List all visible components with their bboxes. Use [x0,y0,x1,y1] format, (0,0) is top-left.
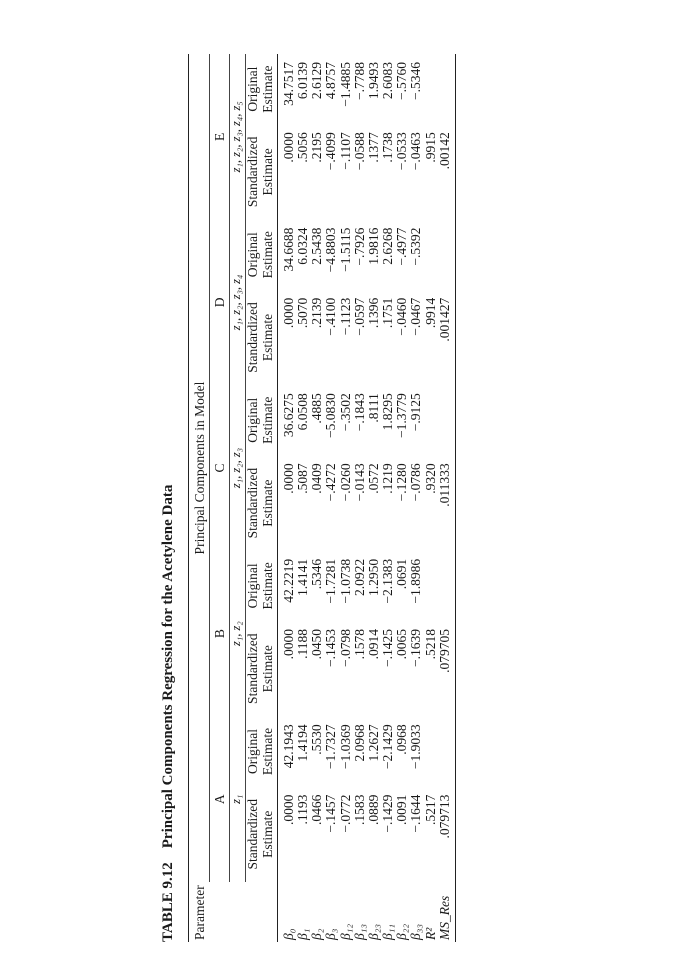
col-header-standardized: Standardized Estimate [245,136,275,208]
parameter-cell: β₁₁ [380,923,396,940]
col-header-original: Original Estimate [245,396,275,444]
table-row [277,54,296,942]
table-row [310,54,324,942]
value-cell: .0572 [365,463,381,494]
value-cell: −.7788 [351,62,367,100]
value-cell: .1738 [380,132,396,163]
value-cell: .0000 [280,794,296,825]
value-cell: −1.4885 [337,62,353,107]
value-cell: .1751 [380,297,396,329]
value-cell: .0000 [280,628,296,660]
value-cell: 2.0968 [351,724,367,762]
value-cell: −.1123 [337,297,353,336]
value-cell: −.5392 [408,227,424,266]
model-letter-e: E [210,54,230,220]
value-cell [424,385,438,455]
value-cell: .0691 [394,558,410,590]
value-cell: .0065 [394,628,410,660]
value-cell: .1396 [365,297,381,329]
value-cell: 2.0922 [351,558,367,596]
value-cell [438,54,456,124]
value-cell [438,551,456,621]
value-cell: −.0533 [394,132,410,171]
col-header-standardized: Standardized Estimate [245,633,275,704]
parameter-cell: β₂ [309,928,325,940]
value-cell: −.1425 [380,628,396,667]
value-cell: −.0463 [408,132,424,171]
value-cell: 2.6129 [309,62,325,100]
col-header-standardized: Standardized Estimate [245,799,275,870]
parameter-cell: β₂₂ [394,923,410,940]
col-header-original: Original Estimate [245,65,275,113]
model-components-c: z₁, z₂, z₃ [230,385,246,551]
value-cell: .8111 [365,393,381,423]
value-cell: .5056 [294,132,310,163]
value-cell: .5217 [422,794,438,825]
value-cell: 6.0324 [294,227,310,265]
value-cell: .1377 [365,132,381,163]
table-row [438,54,456,942]
value-cell: −.0467 [408,297,424,336]
value-cell: −1.0369 [337,724,353,770]
value-cell: 36.6275 [280,393,296,438]
value-cell: −1.7327 [323,724,339,770]
value-cell: −.5346 [408,62,424,100]
value-cell: −.3502 [337,393,353,432]
rotated-table-page [150,40,590,950]
model-components-e: z₁, z₂, z₃, z₄, z₅ [230,54,246,220]
value-cell: −.0597 [351,297,367,336]
value-cell: 1.9816 [365,227,381,265]
value-cell: −.1280 [394,463,410,502]
value-cell: .5530 [309,724,325,755]
parameter-cell: R² [422,927,438,940]
value-cell: .9914 [422,297,438,329]
value-cell: .0091 [394,794,410,825]
value-cell: .079713 [438,787,456,882]
value-cell: −.0260 [337,463,353,502]
parameter-cell: β₁₂ [337,923,353,940]
value-cell: .5346 [309,558,325,590]
value-cell: −.0772 [337,794,353,833]
model-letter-b: B [210,551,230,717]
value-cell: 34.7517 [280,62,296,106]
value-cell: −.0786 [408,463,424,502]
value-cell: .5218 [422,628,438,660]
value-cell: .5087 [294,463,310,494]
value-cell: 1.2627 [365,724,381,762]
value-cell: .0968 [394,724,410,755]
value-cell: 42.1943 [280,724,296,769]
value-cell: .00142 [438,124,456,219]
col-header-original: Original Estimate [245,727,275,776]
value-cell: 2.5438 [309,227,325,265]
model-components-a: z₁ [230,716,246,882]
value-cell: 6.0139 [294,62,310,100]
parameter-cell: β₃ [323,928,339,940]
table-caption [160,485,177,942]
table-row [353,54,367,942]
regression-table [188,54,456,942]
model-letter-c: C [210,385,230,551]
value-cell: 6.0508 [294,393,310,431]
value-cell: −2.1383 [380,558,396,604]
value-cell: .2195 [309,132,325,163]
parameter-cell: β₂₃ [365,923,381,940]
value-cell: .0409 [309,463,325,494]
value-cell [438,716,456,786]
value-cell: .1219 [380,463,396,494]
value-cell: −2.1429 [380,724,396,770]
value-cell [438,220,456,290]
group-title: Principal Components in Model [189,54,210,882]
col-header-standardized: Standardized Estimate [245,302,275,373]
value-cell [424,551,438,621]
value-cell: .0000 [280,297,296,329]
col-header-standardized: Standardized Estimate [245,467,275,539]
value-cell: .0000 [280,463,296,494]
value-cell: −.7926 [351,227,367,266]
value-cell: −1.3779 [394,393,410,438]
parameter-cell: β₀ [280,928,296,940]
value-cell: .0889 [365,794,381,825]
value-cell: −1.7281 [323,558,339,604]
parameter-cell: MS_Res [438,882,456,942]
value-cell: −.4099 [323,132,339,171]
value-cell: .1188 [294,628,310,659]
value-cell: .1193 [294,794,310,825]
value-cell: .2139 [309,297,325,329]
table-row [395,54,409,942]
value-cell: −.4100 [323,297,339,336]
value-cell: .0450 [309,628,325,660]
table-row [324,54,338,942]
value-cell: 2.6083 [380,62,396,100]
value-cell: 4.8757 [323,62,339,100]
value-cell: .001427 [438,290,456,385]
value-cell: −.5760 [394,62,410,100]
parameter-cell: β₁ [294,928,310,940]
value-cell: −5.0830 [323,393,339,438]
table-title: Principal Components Regression for the Acetylene Data [160,484,176,849]
value-cell: −.1453 [323,628,339,667]
model-letter-a: A [210,716,230,882]
value-cell: −.1457 [323,794,339,833]
value-cell: .0466 [309,794,325,825]
value-cell: −.0143 [351,463,367,502]
value-cell: −1.9033 [408,724,424,770]
value-cell: .0914 [365,628,381,660]
value-cell: .4885 [309,393,325,424]
value-cell: −.1843 [351,393,367,432]
value-cell: .011333 [438,455,456,550]
value-cell: .5070 [294,297,310,329]
table-row [409,54,423,942]
parameter-cell: β₁₃ [351,923,367,940]
value-cell: 1.4141 [294,558,310,596]
value-cell: −.4977 [394,227,410,266]
value-cell: 1.4194 [294,724,310,762]
value-cell [424,54,438,124]
model-components-b: z₁, z₂ [230,551,246,717]
value-cell [424,220,438,290]
value-cell: −.0798 [337,628,353,667]
model-components-d: z₁, z₂, z₃, z₄ [230,220,246,386]
table-body [277,54,455,942]
table-row [296,54,310,942]
value-cell: −.0460 [394,297,410,336]
table-label: TABLE 9.12 [160,862,176,942]
value-cell: −1.0738 [337,558,353,604]
col-header-original: Original Estimate [245,231,275,279]
value-cell: −.1639 [408,628,424,667]
value-cell: 1.9493 [365,62,381,100]
value-cell [438,385,456,455]
value-cell: −.4272 [323,463,339,502]
value-cell: .0000 [280,132,296,163]
table-row [381,54,395,942]
value-cell [424,716,438,786]
value-cell: −1.8986 [408,558,424,604]
value-cell: −.9125 [408,393,424,432]
value-cell: 2.6268 [380,227,396,265]
table-row [367,54,381,942]
table-row [339,54,353,942]
parameter-header: Parameter [192,885,207,940]
value-cell: 1.8295 [380,393,396,431]
value-cell: −1.5115 [337,227,353,272]
col-header-original: Original Estimate [245,562,275,610]
model-letter-d: D [210,220,230,386]
value-cell: .9320 [422,463,438,494]
value-cell: .9915 [422,132,438,163]
value-cell: 42.2219 [280,558,296,603]
value-cell: −.1107 [337,132,353,170]
parameter-cell: β₃₃ [408,923,424,940]
value-cell: −.1644 [408,794,424,833]
value-cell: −.0588 [351,132,367,171]
value-cell: −.1429 [380,794,396,833]
value-cell: .1583 [351,794,367,825]
value-cell: .1578 [351,628,367,660]
value-cell: −4.8803 [323,227,339,273]
value-cell: .079705 [438,621,456,716]
value-cell: 1.2950 [365,558,381,596]
value-cell: 34.6688 [280,227,296,272]
table-row [424,54,438,942]
